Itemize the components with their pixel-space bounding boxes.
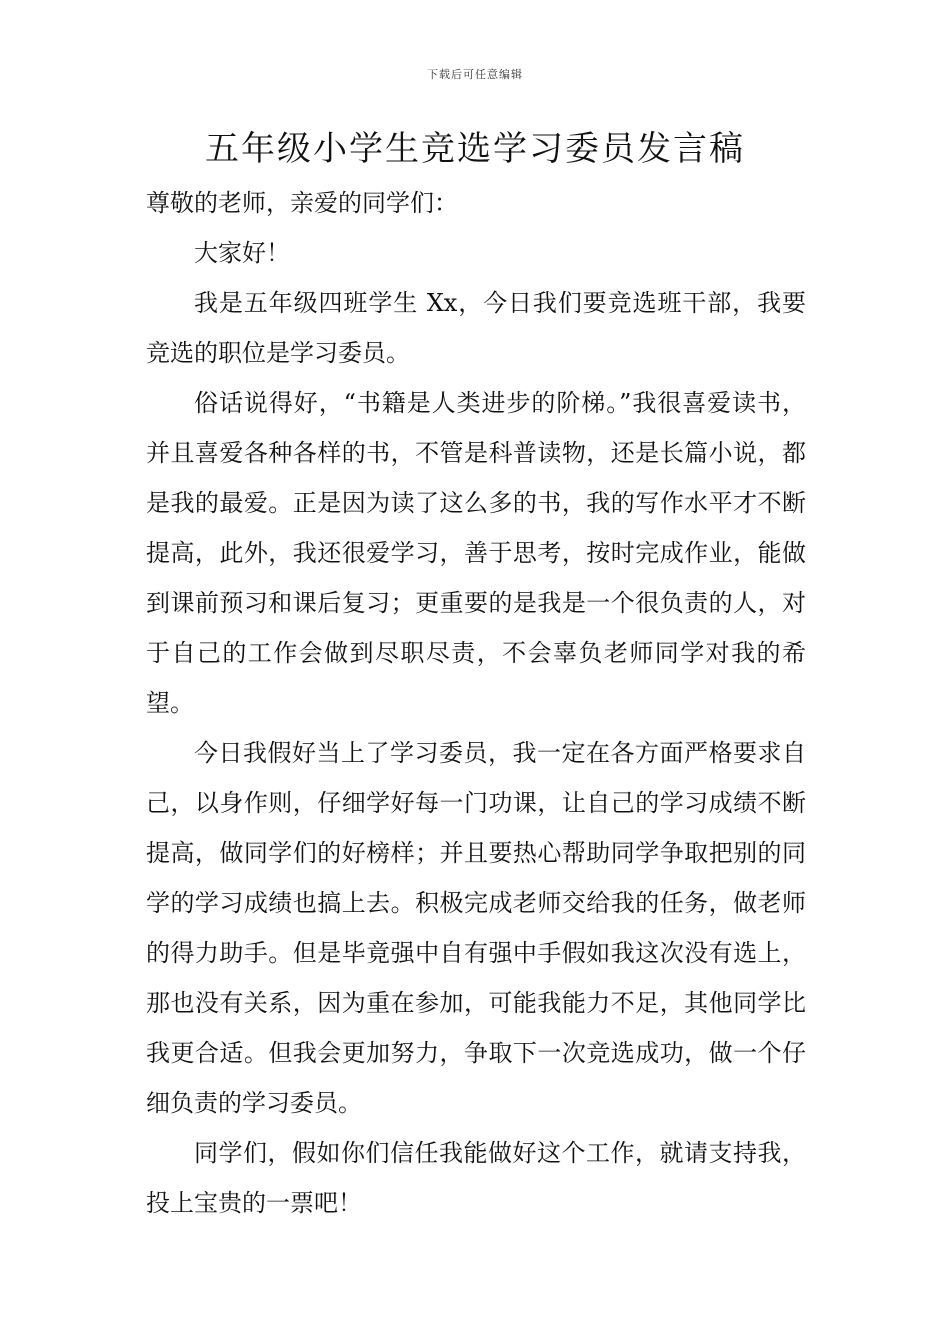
document-body: [146, 178, 806, 1228]
paragraph-introduction: 我是五年级四班学生 Xx，今日我们要竞选班干部，我要竞选的职位是学习委员。: [146, 289, 806, 367]
paragraph-closing: 同学们，假如你们信任我能做好这个工作，就请支持我，投上宝贵的一票吧！: [146, 1139, 806, 1217]
paragraph-commitment: 今日我假好当上了学习委员，我一定在各方面严格要求自己，以身作则，仔细学好每一门功课，让自己的学习成绩不断提高，做同学们的好榜样；并且要热心帮助同学争取把别的同学的学习成绩也搞上去。积极完成老师交给我的任务，做老师的得力助手。但是毕竟强中自有强中手假如我这次没有选上，那也没有关系，因为重在参加，可能我能力不足，其他同学比我更合适。但我会更加努力，争取下一次竞选成功，做一个仔细负责的学习委员。: [146, 739, 806, 1117]
header-note: 下载后可任意编辑: [427, 68, 523, 81]
paragraph-qualifications: 俗话说得好，“书籍是人类进步的阶梯。”我很喜爱读书，并且喜爱各种各样的书，不管是科普读物，还是长篇小说，都是我的最爱。正是因为读了这么多的书，我的写作水平才不断提高，此外，我还很爱学习，善于思考，按时完成作业，能做到课前预习和课后复习；更重要的是我是一个很负责的人，对于自己的工作会做到尽职尽责，不会辜负老师同学对我的希望。: [146, 389, 806, 717]
document-title: 五年级小学生竞选学习委员发言稿: [205, 129, 745, 169]
paragraph-greeting: 大家好！: [194, 239, 290, 267]
salutation: 尊敬的老师，亲爱的同学们：: [146, 189, 458, 217]
